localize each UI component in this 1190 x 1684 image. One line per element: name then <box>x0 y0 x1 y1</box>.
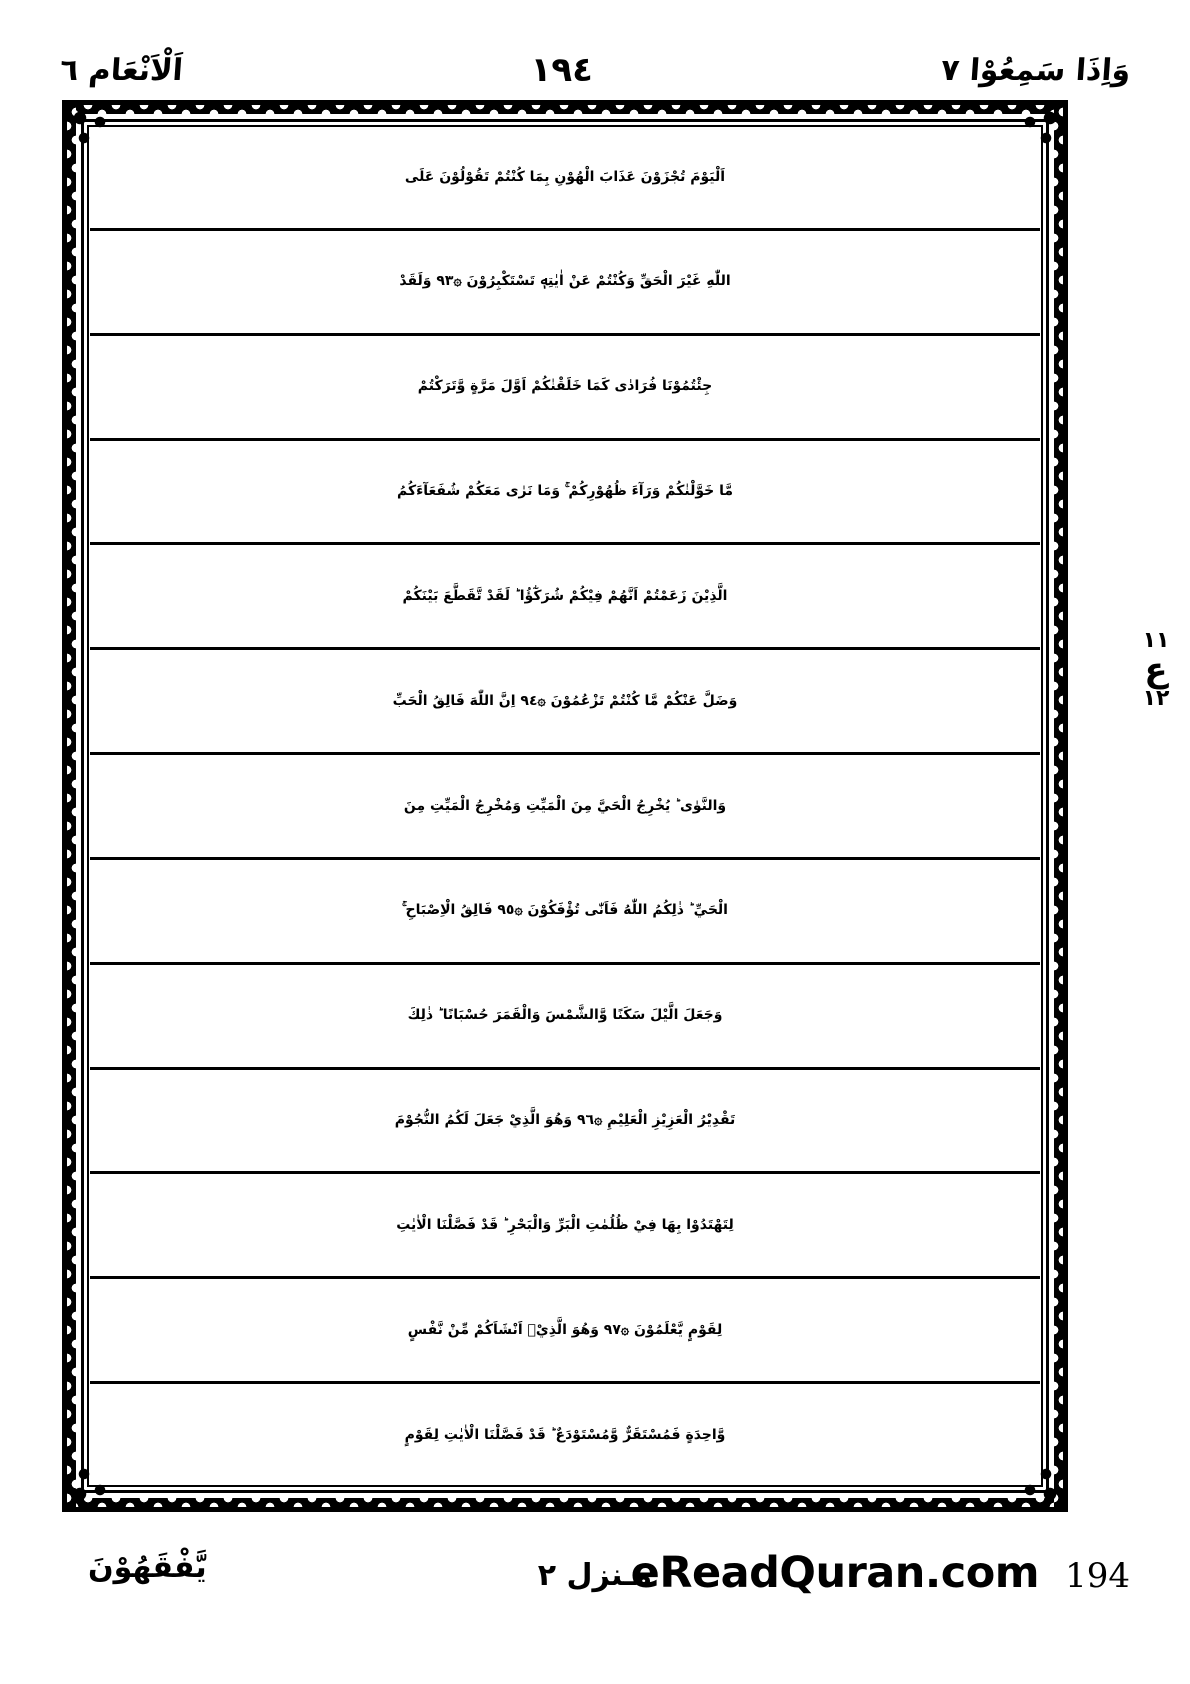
ayah-line <box>90 1070 1040 1175</box>
ayah-line <box>90 441 1040 546</box>
ayah-line-text: الْحَيِّ ؕ ذٰلِكُمُ اللّٰهُ فَاَنّٰى تُؤْفَكُوْنَ ۞٩٥ فَالِقُ الْاِصْبَاحِ ۚ <box>402 902 728 919</box>
ayah-line-text: جِئْتُمُوْنَا فُرَادٰى كَمَا خَلَقْنٰكُمْ اَوَّلَ مَرَّةٍ وَّتَرَكْتُمْ <box>417 378 713 395</box>
ayah-line-text: وَّاحِدَةٍ فَمُسْتَقَرٌّ وَّمُسْتَوْدَعٌ ؕ قَدْ فَصَّلْنَا الْاٰيٰتِ لِقَوْمٍ <box>404 1426 726 1443</box>
header-para-name: وَاِذَا سَمِعُوْا ٧ <box>939 52 1132 88</box>
footer-page-number: 194 <box>1065 1556 1130 1596</box>
header-page-number: ١٩٤ <box>530 50 593 90</box>
ayah-line-text: وَضَلَّ عَنْكُمْ مَّا كُنْتُمْ تَزْعُمُوْنَ ۞٩٤ اِنَّ اللّٰهَ فَالِقُ الْحَبِّ <box>392 692 738 709</box>
footer-brand-text[interactable]: eReadQuran.com <box>630 1548 1040 1598</box>
ayah-line <box>90 755 1040 860</box>
ayah-line-text: وَجَعَلَ الَّيْلَ سَكَنًا وَّالشَّمْسَ وَالْقَمَرَ حُسْبَانًا ؕ ذٰلِكَ <box>407 1007 723 1024</box>
quran-text-block <box>90 126 1040 1486</box>
ayah-line-text: مَّا خَوَّلْنٰكُمْ وَرَآءَ ظُهُوْرِكُمْ ۚ وَمَا نَرٰى مَعَكُمْ شُفَعَآءَكُمُ <box>397 483 733 500</box>
ayah-line <box>90 231 1040 336</box>
ayah-line <box>90 860 1040 965</box>
ruku-marker <box>1136 630 1176 710</box>
page-footer <box>60 1530 1130 1620</box>
footer-manzil-label: مـنزل ٢ <box>537 1558 653 1593</box>
ayah-line-text: اَلْيَوْمَ تُجْزَوْنَ عَذَابَ الْهُوْنِ بِمَا كُنْتُمْ تَقُوْلُوْنَ عَلَى <box>404 168 726 185</box>
footer-catchword: يَّفْقَهُوْنَ <box>88 1550 207 1585</box>
ayah-line-text: وَالنَّوٰى ؕ يُخْرِجُ الْحَيَّ مِنَ الْمَيِّتِ وَمُخْرِجُ الْمَيِّتِ مِنَ <box>403 797 727 814</box>
border-pattern-left <box>67 105 76 1507</box>
ayah-line <box>90 545 1040 650</box>
footer-brand-group <box>631 1548 1130 1598</box>
ayah-line <box>90 965 1040 1070</box>
ayah-line <box>90 1279 1040 1384</box>
border-pattern-bottom <box>67 1498 1063 1507</box>
ayah-line-text: اللّٰهِ غَيْرَ الْحَقِّ وَكُنْتُمْ عَنْ اٰيٰتِهٖ تَسْتَكْبِرُوْنَ ۞٩٣ وَلَقَدْ <box>399 273 731 290</box>
ayah-line <box>90 336 1040 441</box>
ayah-line-text: تَقْدِيْرُ الْعَزِيْزِ الْعَلِيْمِ ۞٩٦ وَهُوَ الَّذِيْ جَعَلَ لَكُمُ النُّجُوْمَ <box>394 1112 736 1129</box>
page-header <box>60 42 1130 98</box>
ruku-symbol-icon: ع <box>1144 650 1168 690</box>
ayah-line <box>90 1174 1040 1279</box>
border-pattern-top <box>67 105 1063 114</box>
border-pattern-right <box>1054 105 1063 1507</box>
ayah-line <box>90 1384 1040 1486</box>
ayah-line-text: الَّذِيْنَ زَعَمْتُمْ اَنَّهُمْ فِيْكُمْ شُرَكٰٓؤُا ؕ لَقَدْ تَّقَطَّعَ بَيْنَكُمْ <box>402 587 728 604</box>
header-surah-name: اَلْاَنْعَام ٦ <box>58 52 185 88</box>
ruku-bottom-number: ١٢ <box>1142 686 1170 711</box>
ayah-line <box>90 126 1040 231</box>
ayah-line <box>90 650 1040 755</box>
ruku-top-number: ١١ <box>1142 628 1170 653</box>
ayah-line-text: لِقَوْمٍ يَّعْلَمُوْنَ ۞٩٧ وَهُوَ الَّذِيْۤ اَنْشَاَكُمْ مِّنْ نَّفْسٍ <box>407 1321 723 1338</box>
ayah-line-text: لِتَهْتَدُوْا بِهَا فِيْ ظُلُمٰتِ الْبَرِّ وَالْبَحْرِ ؕ قَدْ فَصَّلْنَا الْاٰيٰتِ <box>396 1217 734 1234</box>
